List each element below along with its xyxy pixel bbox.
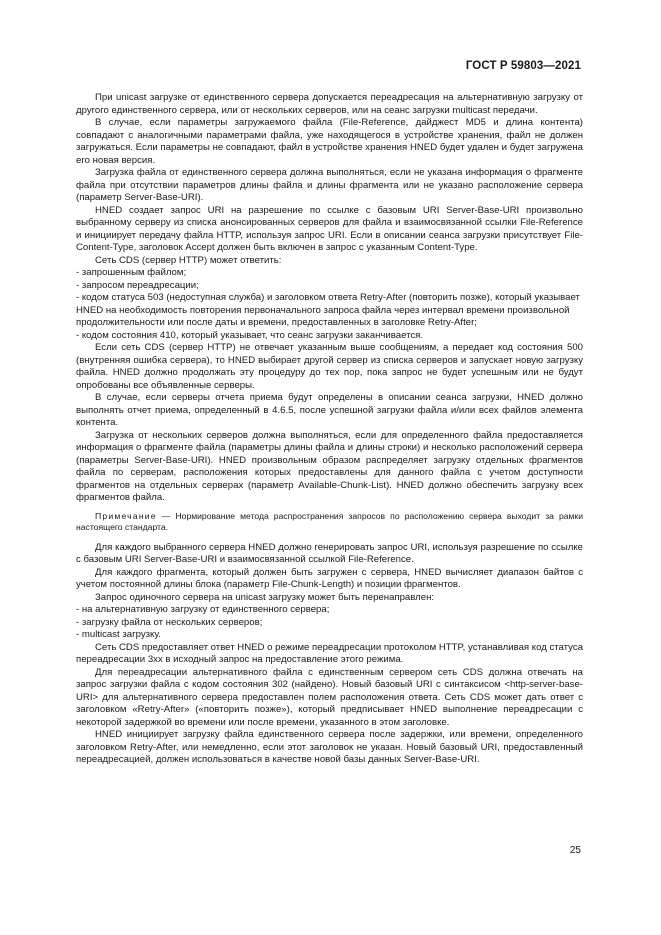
list-item: - на альтернативную загрузку от единственного сервера;	[76, 604, 330, 615]
note-text: — Нормирование метода распространения запросов по расположению сервера выходит за рамки настоящего стандарта.	[76, 510, 583, 532]
list-item: - multicast загрузку.	[76, 629, 161, 640]
paragraph: HNED инициирует загрузку файла единственного сервера после задержки, или времени, определенного заголовком Retry-After, или немедленно, если этот заголовок не указан. Новый базовый URI, предоставленный переадресацией, должен использоваться в качестве новой базы данных Server-Base-URI.	[76, 729, 583, 765]
text-block-2	[76, 542, 583, 767]
list-item: - кодом статуса 503 (недоступная служба) и заголовком ответа Retry-After (повторить позже), который указывает HNED на необходимость повторения первоначального запроса файла через интервал времени произвольной продолжительности или после даты и времени, предоставленных в заголовке Retry-After;	[76, 292, 580, 328]
paragraph: Сеть CDS предоставляет ответ HNED о режиме переадресации протоколом HTTP, устанавливая код статуса переадресации 3хх в исходный запрос на предоставление этого режима.	[76, 641, 583, 665]
paragraph: В случае, если параметры загружаемого файла (File-Reference, дайджест MD5 и длина контента) совпадают с аналогичными параметрами файла, уже находящегося в устройстве хранения, файл не должен загружаться. Если параметры не совпадают, файл в устройстве хранения HNED будет удален и будет загружена его новая версия.	[76, 117, 583, 166]
list-item: - запрошенным файлом;	[76, 267, 187, 278]
paragraph: Сеть CDS (сервер HTTP) может ответить:	[95, 254, 282, 266]
page-body	[76, 92, 583, 767]
paragraph: HNED создает запрос URI на разрешение по ссылке с базовым URI Server-Base-URI произвольно выбранному серверу из списка анонсированных серверов для файла и взаимосвязанной ссылки File-Reference и инициирует передачу файла HTTP, используя запрос URI. Если в описании сеанса загрузки присутствует File-Content-Type, заголовок Accept должен быть включен в запрос с указанным Content-Type.	[76, 204, 583, 253]
list-item: - запросом переадресации;	[76, 279, 199, 291]
note-label: Примечание	[95, 510, 157, 521]
list-item: - кодом состояния 410, который указывает, что сеанс загрузки заканчивается.	[76, 329, 424, 341]
document-header: ГОСТ Р 59803—2021	[465, 60, 581, 72]
paragraph: Загрузка от нескольких серверов должна выполняться, если для определенного файла предоставляется информация о фрагменте файла (параметры длины файла и длины строки) и несколько расположений сервера (параметры Server-Base-URI). HNED произвольным образом распределяет загрузку отдельных фрагментов файла по серверам, расположения которых предоставлены для данного файла с учетом доступности фрагментов на отдельных серверах (параметр Available-Chunk-List). HNED должно обеспечить загрузку всех фрагментов файла.	[76, 429, 583, 503]
paragraph: Для каждого фрагмента, который должен быть загружен с сервера, HNED вычисляет диапазон байтов с учетом постоянной длины блока (параметр File-Chunk-Length) и позиции фрагментов.	[76, 566, 583, 590]
page-number: 25	[569, 845, 581, 856]
note-paragraph	[76, 511, 583, 534]
paragraph: В случае, если серверы отчета приема будут определены в описании сеанса загрузки, HNED должно выполнять отчет приема, определенный в 4.6.5, после успешной загрузки файла и/или всех файлов элемента контента.	[76, 392, 583, 428]
paragraph: Для каждого выбранного сервера HNED должно генерировать запрос URI, используя разрешение по ссылке с базовым URI Server-Base-URI и взаимосвязанной ссылкой File-Reference.	[76, 541, 583, 565]
paragraph: При unicast загрузке от единственного сервера допускается переадресация на альтернативную загрузку от другого единственного сервера, или от нескольких серверов, или на сеанс загрузки multicast передачи.	[76, 92, 583, 116]
text-block-1	[76, 92, 583, 505]
paragraph: Запрос одиночного сервера на unicast загрузку может быть перенаправлен:	[95, 591, 435, 603]
paragraph: Загрузка файла от единственного сервера должна выполняться, если не указана информация о фрагменте файла при отсутствии параметров длины файла и длины фрагмента или не указано расположение сервера (параметр Server-Base-URI).	[76, 167, 583, 203]
list-item: - загрузку файла от нескольких серверов;	[76, 616, 263, 628]
paragraph: Для переадресации альтернативного файла с единственным сервером сеть CDS должна отвечать на запрос загрузки файла с кодом состояния 302 (найдено). Новый базовый URI с синтаксисом <http-server-base-URI> для альтернативного сервера предоставлен полем расположения ответа. Сеть CDS может дать ответ с заголовком «Retry-After» («повторить позже»), который предписывает HNED выполнение переадресации с некоторой задержкой во времени или после времени, указанного в этом заголовке.	[76, 666, 583, 728]
paragraph: Если сеть CDS (сервер HTTP) не отвечает указанным выше сообщениям, а передает код состояния 500 (внутренняя ошибка сервера), то HNED выбирает другой сервер из списка серверов и запускает новую загрузку файла. HNED должно продолжать эту процедуру до тех пор, пока запрос не будет успешным или не будут опробованы все объявленные серверы.	[76, 342, 583, 391]
